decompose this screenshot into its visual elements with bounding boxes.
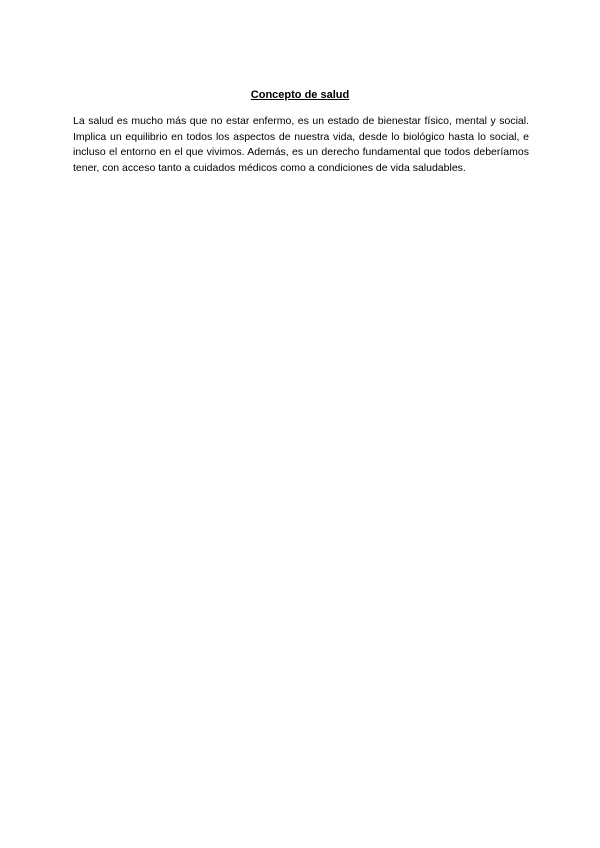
document-title: Concepto de salud [250, 89, 350, 101]
document-paragraph: La salud es mucho más que no estar enfermo, es un estado de bienestar físico, mental y social. Implica un equilibrio en todos los aspectos de nuestra vida, desde lo biológico hasta lo social, e incluso el entorno en el que vivimos. Además, es un derecho fundamental que todos deberíamos tener, con acceso tanto a cuidados médicos como a condiciones de vida saludables. [73, 115, 529, 174]
